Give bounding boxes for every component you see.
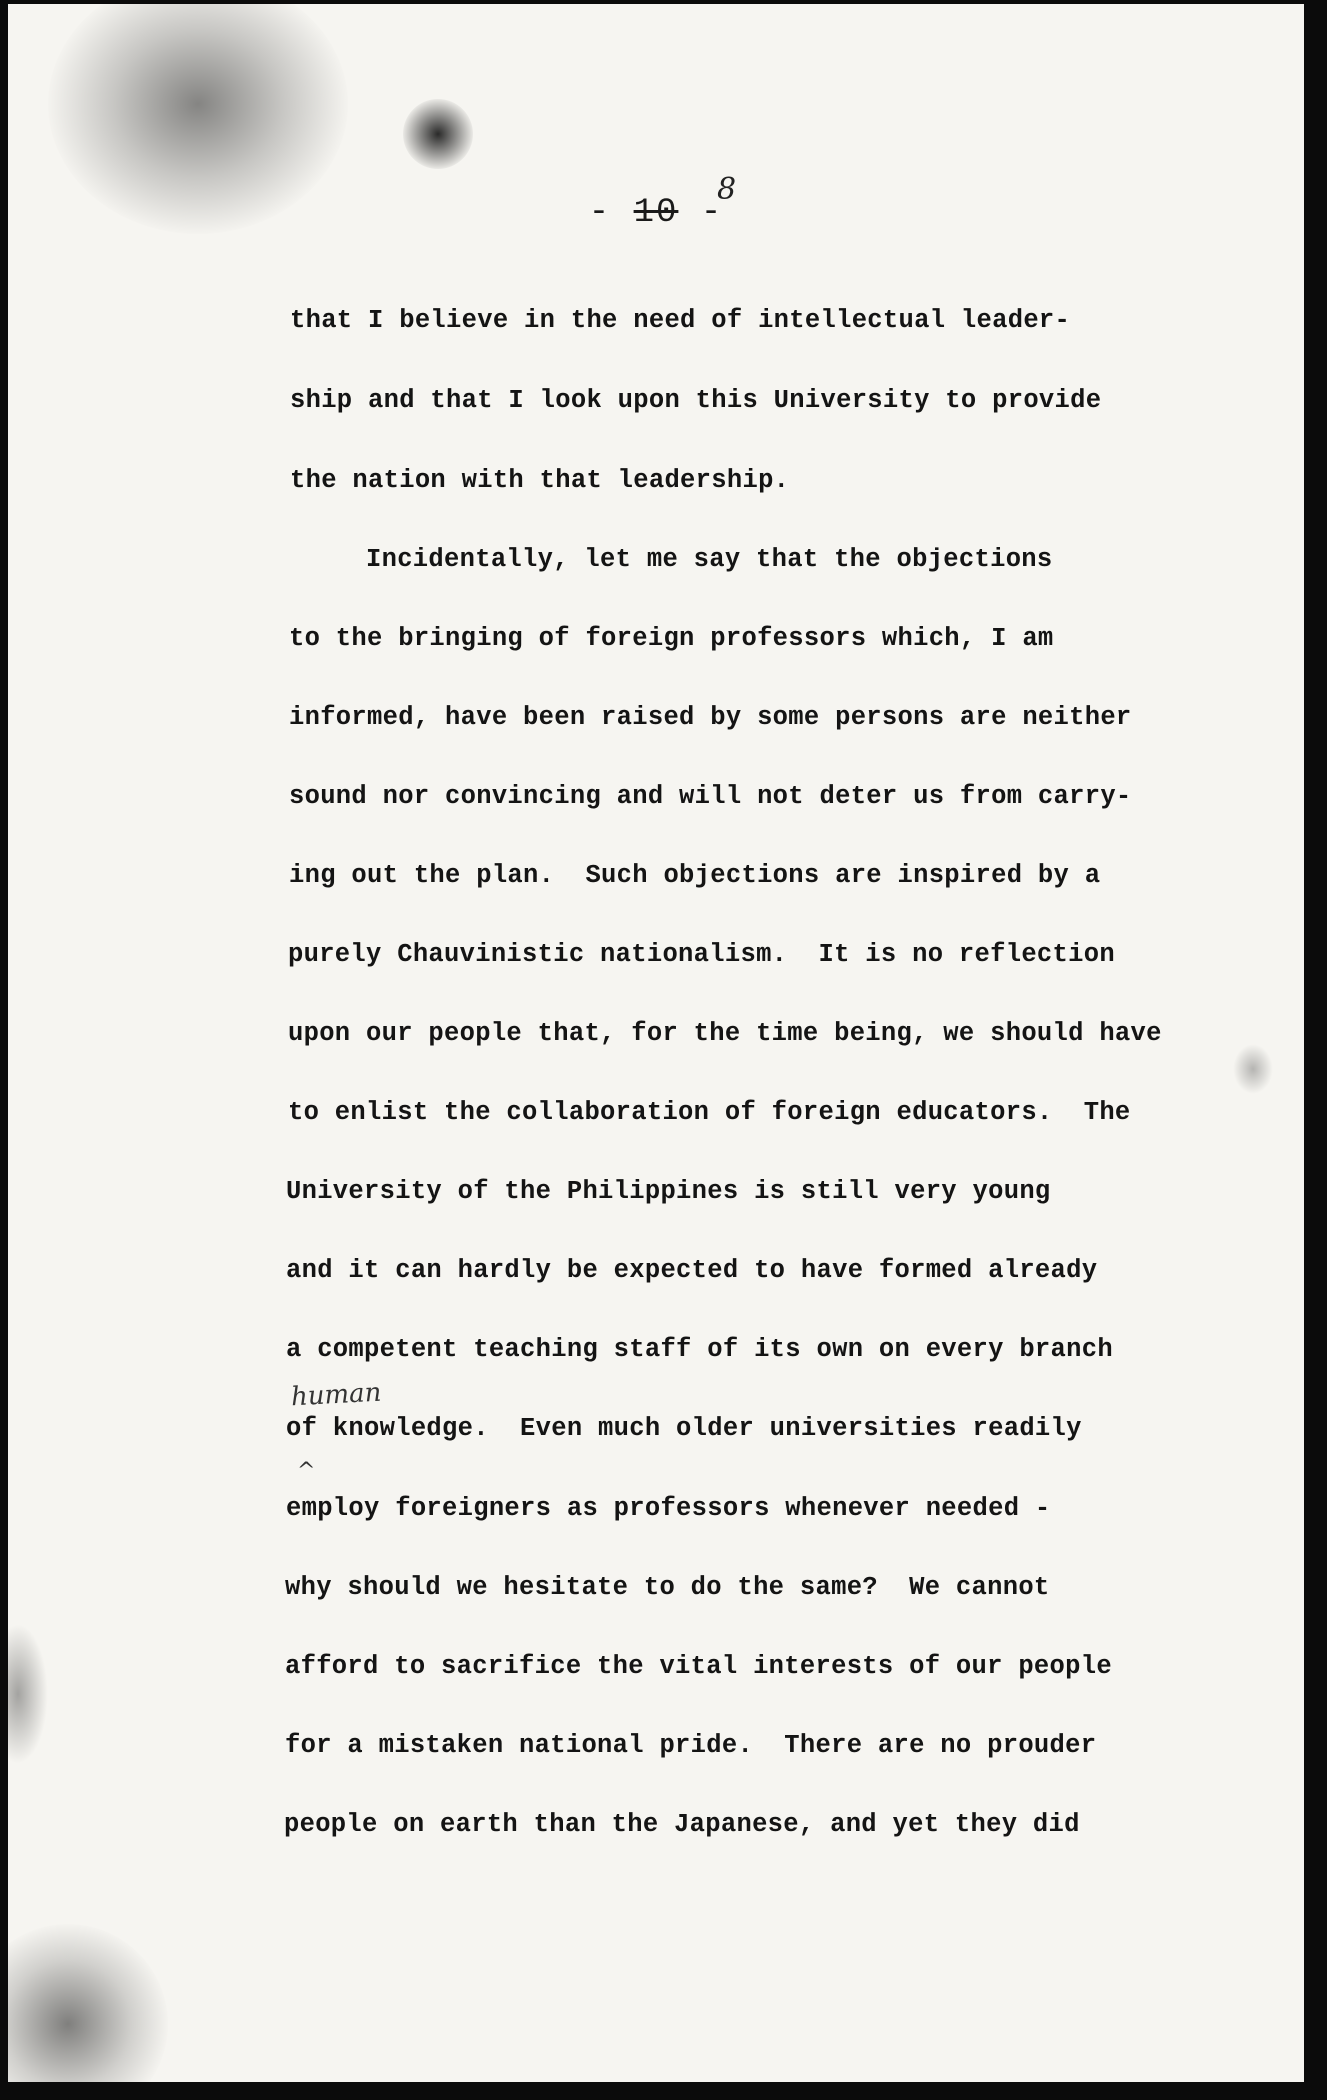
page-number-dash: - xyxy=(700,194,724,232)
handwritten-insertion: human xyxy=(290,1377,383,1413)
text-line: people on earth than the Japanese, and yet they did xyxy=(284,1810,1080,1839)
text-line: upon our people that, for the time being, we should have xyxy=(288,1019,1162,1048)
insertion-caret: ^ xyxy=(297,1459,316,1484)
text-line: why should we hesitate to do the same? We cannot xyxy=(285,1573,1050,1602)
text-line: the nation with that leadership. xyxy=(290,466,790,495)
text-line: to the bringing of foreign professors which, I am xyxy=(289,624,1054,653)
text-line: that I believe in the need of intellectual leader- xyxy=(290,306,1071,335)
text-line: to enlist the collaboration of foreign educators. The xyxy=(288,1098,1131,1127)
text-line: ing out the plan. Such objections are inspired by a xyxy=(289,861,1101,890)
text-line: purely Chauvinistic nationalism. It is no reflection xyxy=(288,940,1115,969)
text-line: ship and that I look upon this University to provide xyxy=(290,386,1102,415)
text-line: for a mistaken national pride. There are no prouder xyxy=(285,1731,1097,1760)
document-page xyxy=(8,4,1304,2082)
page-number-typed: 10 xyxy=(633,194,679,232)
text-line: of knowledge. Even much older universities readily xyxy=(286,1414,1082,1443)
body-text xyxy=(8,4,1304,2082)
page-number-handwritten: 8 xyxy=(717,172,739,207)
text-line: employ foreigners as professors whenever needed - xyxy=(286,1494,1051,1523)
text-line: informed, have been raised by some persons are neither xyxy=(289,703,1132,732)
text-line: afford to sacrifice the vital interests of our people xyxy=(285,1652,1112,1681)
page-number-dash: - xyxy=(588,194,612,232)
text-line: Incidentally, let me say that the objections xyxy=(366,545,1053,574)
text-line: and it can hardly be expected to have formed already xyxy=(286,1256,1098,1285)
text-line: a competent teaching staff of its own on every branch xyxy=(286,1335,1113,1364)
text-line: University of the Philippines is still very young xyxy=(286,1177,1051,1206)
text-line: sound nor convincing and will not deter us from carry- xyxy=(289,782,1132,811)
